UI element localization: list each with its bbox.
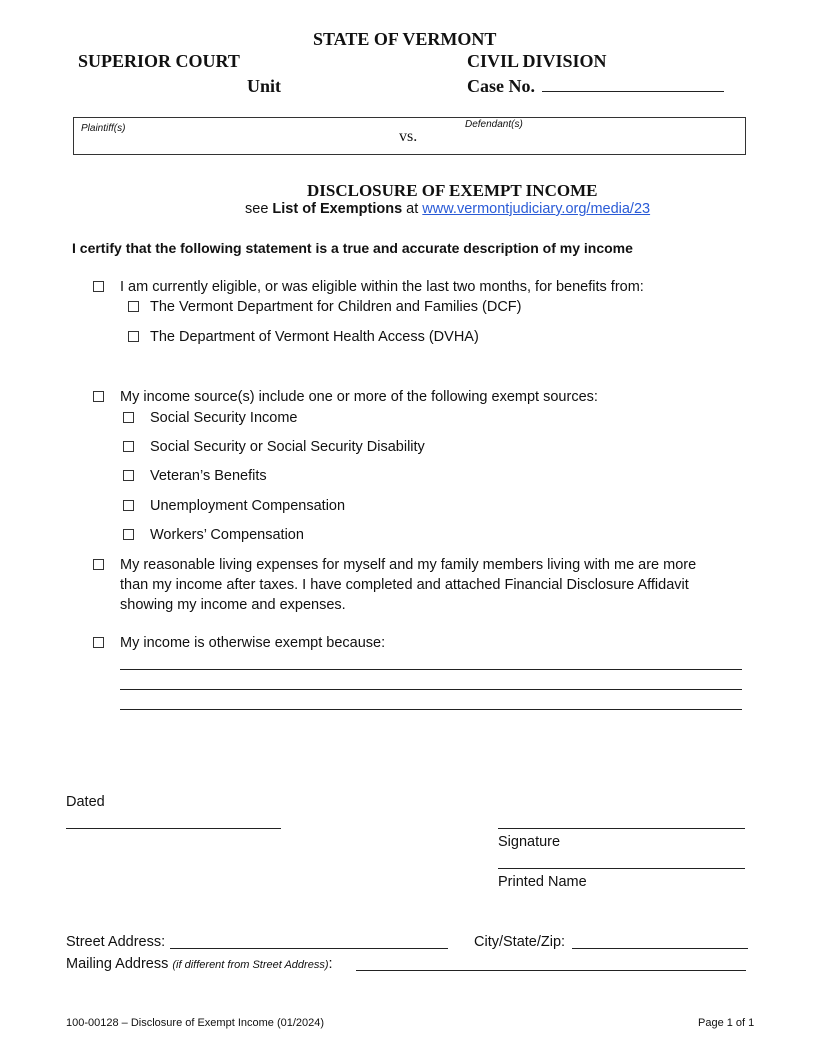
mailing-address-label bbox=[66, 954, 333, 975]
expenses-line-3: showing my income and expenses. bbox=[120, 597, 346, 613]
defendant-label: Defendant(s) bbox=[465, 119, 523, 130]
list-of-exemptions: List of Exemptions bbox=[272, 201, 403, 217]
mailing-address-note: (if different from Street Address) bbox=[172, 959, 329, 971]
mailing-colon: : bbox=[328, 956, 333, 972]
court-heading: SUPERIOR COURT bbox=[78, 51, 240, 71]
explanation-line-2[interactable] bbox=[120, 689, 742, 690]
workers-comp-label: Workers’ Compensation bbox=[150, 527, 304, 543]
unemployment-label: Unemployment Compensation bbox=[150, 498, 346, 514]
street-address-line[interactable] bbox=[170, 948, 448, 949]
benefits-checkbox[interactable] bbox=[93, 281, 104, 292]
expenses-checkbox[interactable] bbox=[93, 559, 104, 570]
street-address-label: Street Address: bbox=[66, 934, 166, 950]
exempt-sources-label: My income source(s) include one or more of the following exempt sources: bbox=[120, 389, 598, 405]
certify-statement: I certify that the following statement is a true and accurate description of my income bbox=[72, 240, 633, 256]
city-state-zip-label: City/State/Zip: bbox=[474, 934, 566, 950]
versus-label: vs. bbox=[399, 128, 418, 145]
printed-name-label: Printed Name bbox=[498, 874, 587, 890]
at-text: at bbox=[406, 201, 419, 217]
explanation-line-3[interactable] bbox=[120, 709, 742, 710]
workers-comp-checkbox[interactable] bbox=[123, 529, 134, 540]
mailing-address-line[interactable] bbox=[356, 970, 746, 971]
division-heading: CIVIL DIVISION bbox=[467, 51, 607, 71]
printed-name-line[interactable] bbox=[498, 868, 745, 869]
city-state-zip-line[interactable] bbox=[572, 948, 748, 949]
expenses-line-1: My reasonable living expenses for myself and my family members living with me are more bbox=[120, 557, 697, 573]
veterans-benefits-label: Veteran’s Benefits bbox=[150, 468, 267, 484]
otherwise-exempt-checkbox[interactable] bbox=[93, 637, 104, 648]
explanation-line-1[interactable] bbox=[120, 669, 742, 670]
exemptions-link[interactable]: www.vermontjudiciary.org/media/23 bbox=[422, 201, 651, 217]
dvha-checkbox[interactable] bbox=[128, 331, 139, 342]
social-security-disability-label: Social Security or Social Security Disability bbox=[150, 439, 425, 455]
exemptions-reference bbox=[245, 201, 650, 217]
exempt-sources-checkbox[interactable] bbox=[93, 391, 104, 402]
dvha-label: The Department of Vermont Health Access (DVHA) bbox=[150, 329, 479, 345]
dcf-label: The Vermont Department for Children and Families (DCF) bbox=[150, 299, 522, 315]
dated-label: Dated bbox=[66, 794, 105, 810]
mailing-address-text: Mailing Address bbox=[66, 956, 169, 972]
dcf-checkbox[interactable] bbox=[128, 301, 139, 312]
form-title: DISCLOSURE OF EXEMPT INCOME bbox=[307, 181, 598, 200]
case-number-label: Case No. bbox=[467, 76, 535, 96]
veterans-benefits-checkbox[interactable] bbox=[123, 470, 134, 481]
social-security-income-label: Social Security Income bbox=[150, 410, 298, 426]
unit-label: Unit bbox=[247, 76, 282, 96]
date-line[interactable] bbox=[66, 828, 281, 829]
signature-label: Signature bbox=[498, 834, 561, 850]
benefits-label: I am currently eligible, or was eligible within the last two months, for benefits from: bbox=[120, 279, 644, 295]
otherwise-exempt-label: My income is otherwise exempt because: bbox=[120, 635, 386, 651]
page-number: Page 1 of 1 bbox=[698, 1017, 755, 1029]
social-security-disability-checkbox[interactable] bbox=[123, 441, 134, 452]
social-security-income-checkbox[interactable] bbox=[123, 412, 134, 423]
form-id: 100-00128 – Disclosure of Exempt Income (01/2024) bbox=[66, 1017, 325, 1029]
signature-line[interactable] bbox=[498, 828, 745, 829]
expenses-line-2: than my income after taxes. I have completed and attached Financial Disclosure Affidavit bbox=[120, 577, 689, 593]
state-heading: STATE OF VERMONT bbox=[313, 29, 497, 49]
case-number-row bbox=[467, 76, 724, 96]
case-number-field[interactable] bbox=[542, 91, 724, 92]
plaintiff-label: Plaintiff(s) bbox=[81, 123, 126, 134]
unemployment-checkbox[interactable] bbox=[123, 500, 134, 511]
see-text: see bbox=[245, 201, 269, 217]
